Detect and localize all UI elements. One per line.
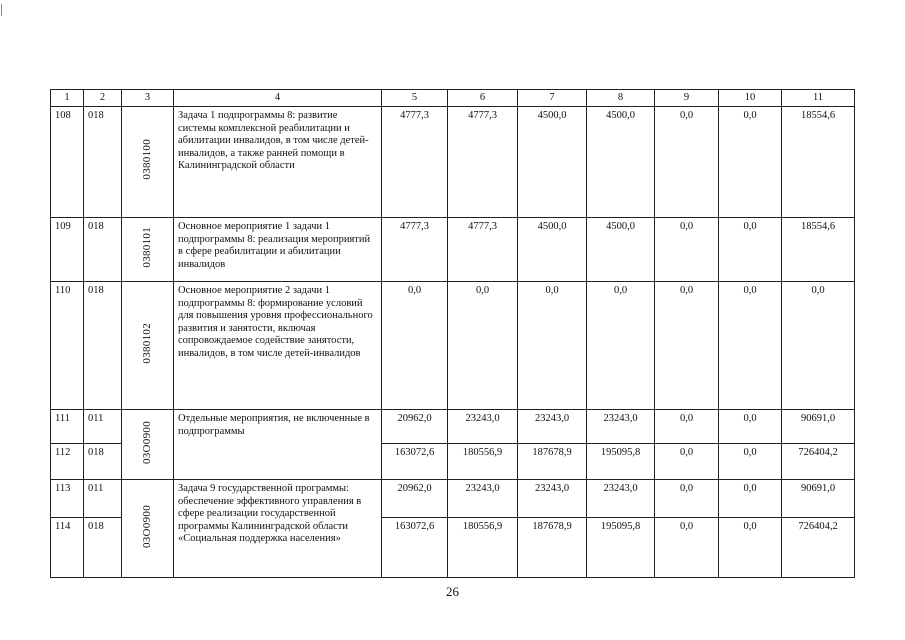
page-number: 26	[446, 584, 459, 599]
row-number: 109	[51, 218, 84, 282]
row-value: 20962,0	[382, 480, 448, 518]
header-cell: 6	[448, 90, 518, 107]
row-value: 0,0	[719, 218, 782, 282]
row-value: 90691,0	[782, 410, 855, 444]
row-code-cell	[122, 410, 174, 480]
row-value: 0,0	[655, 107, 719, 218]
row-value: 0,0	[655, 518, 719, 578]
row-value: 90691,0	[782, 480, 855, 518]
row-value: 0,0	[655, 218, 719, 282]
row-value: 18554,6	[782, 218, 855, 282]
table-row	[51, 282, 855, 410]
table-row	[51, 480, 855, 518]
row-value: 4777,3	[448, 107, 518, 218]
row-code: 0380100	[141, 139, 154, 181]
row-value: 23243,0	[448, 410, 518, 444]
row-value: 187678,9	[518, 518, 587, 578]
row-value: 23243,0	[518, 480, 587, 518]
row-value: 0,0	[719, 444, 782, 480]
header-cell: 5	[382, 90, 448, 107]
row-description: Задача 9 государственной программы: обеспечение эффективного управления в сфере реализации государственной программы Калининградской области «Социальная поддержка населения»	[174, 480, 382, 578]
row-value: 0,0	[782, 282, 855, 410]
row-description: Отдельные мероприятия, не включенные в подпрограммы	[174, 410, 382, 480]
row-value: 0,0	[587, 282, 655, 410]
header-cell: 9	[655, 90, 719, 107]
row-value: 726404,2	[782, 444, 855, 480]
row-description: Основное мероприятие 1 задачи 1 подпрограммы 8: реализация мероприятий в сфере реабилитации и абилитации инвалидов	[174, 218, 382, 282]
row-value: 0,0	[655, 480, 719, 518]
row-value: 0,0	[518, 282, 587, 410]
row-value: 180556,9	[448, 518, 518, 578]
row-number: 111	[51, 410, 84, 444]
row-number: 114	[51, 518, 84, 578]
header-cell: 4	[174, 90, 382, 107]
row-value: 195095,8	[587, 518, 655, 578]
row-description: Задача 1 подпрограммы 8: развитие системы комплексной реабилитации и абилитации инвалидов, в том числе детей-инвалидов, а также ранней помощи в Калининградской области	[174, 107, 382, 218]
header-cell: 2	[84, 90, 122, 107]
row-code: 03О0900	[141, 420, 154, 464]
row-category: 018	[84, 218, 122, 282]
row-code: 0380102	[141, 322, 154, 364]
header-cell: 11	[782, 90, 855, 107]
row-description: Основное мероприятие 2 задачи 1 подпрограммы 8: формирование условий для повышения уровня профессионального развития и занятости, включая сопровождаемое содействие занятости, инвалидов, в том числе детей-инвалидов	[174, 282, 382, 410]
header-cell: 10	[719, 90, 782, 107]
scan-edge-mark	[1, 4, 2, 16]
row-value: 180556,9	[448, 444, 518, 480]
table-row	[51, 410, 855, 444]
row-code-cell	[122, 282, 174, 410]
row-category: 018	[84, 107, 122, 218]
row-value: 4500,0	[587, 107, 655, 218]
header-cell: 7	[518, 90, 587, 107]
header-cell: 3	[122, 90, 174, 107]
row-value: 163072,6	[382, 518, 448, 578]
row-value: 726404,2	[782, 518, 855, 578]
row-value: 4777,3	[448, 218, 518, 282]
row-number: 108	[51, 107, 84, 218]
row-value: 23243,0	[587, 480, 655, 518]
row-code: 03О0900	[141, 504, 154, 548]
row-value: 0,0	[655, 444, 719, 480]
table-row	[51, 107, 855, 218]
row-value: 0,0	[719, 480, 782, 518]
row-category: 018	[84, 282, 122, 410]
row-value: 20962,0	[382, 410, 448, 444]
header-row	[51, 90, 855, 107]
row-value: 18554,6	[782, 107, 855, 218]
row-code: 0380101	[141, 226, 154, 268]
row-value: 4500,0	[518, 107, 587, 218]
row-number: 113	[51, 480, 84, 518]
row-value: 195095,8	[587, 444, 655, 480]
row-category: 011	[84, 410, 122, 444]
row-value: 163072,6	[382, 444, 448, 480]
row-value: 0,0	[448, 282, 518, 410]
header-cell: 1	[51, 90, 84, 107]
row-value: 4500,0	[518, 218, 587, 282]
row-code-cell	[122, 107, 174, 218]
row-value: 23243,0	[587, 410, 655, 444]
row-category: 018	[84, 518, 122, 578]
row-value: 0,0	[719, 107, 782, 218]
row-value: 0,0	[719, 410, 782, 444]
row-value: 23243,0	[448, 480, 518, 518]
row-value: 23243,0	[518, 410, 587, 444]
row-value: 0,0	[719, 282, 782, 410]
row-category: 018	[84, 444, 122, 480]
row-value: 4777,3	[382, 218, 448, 282]
table-row	[51, 218, 855, 282]
row-code-cell	[122, 218, 174, 282]
row-value: 0,0	[655, 282, 719, 410]
row-value: 187678,9	[518, 444, 587, 480]
row-category: 011	[84, 480, 122, 518]
row-value: 0,0	[382, 282, 448, 410]
budget-table	[50, 89, 855, 578]
row-number: 112	[51, 444, 84, 480]
row-value: 4777,3	[382, 107, 448, 218]
row-value: 0,0	[655, 410, 719, 444]
row-code-cell	[122, 480, 174, 578]
row-number: 110	[51, 282, 84, 410]
header-cell: 8	[587, 90, 655, 107]
row-value: 0,0	[719, 518, 782, 578]
row-value: 4500,0	[587, 218, 655, 282]
